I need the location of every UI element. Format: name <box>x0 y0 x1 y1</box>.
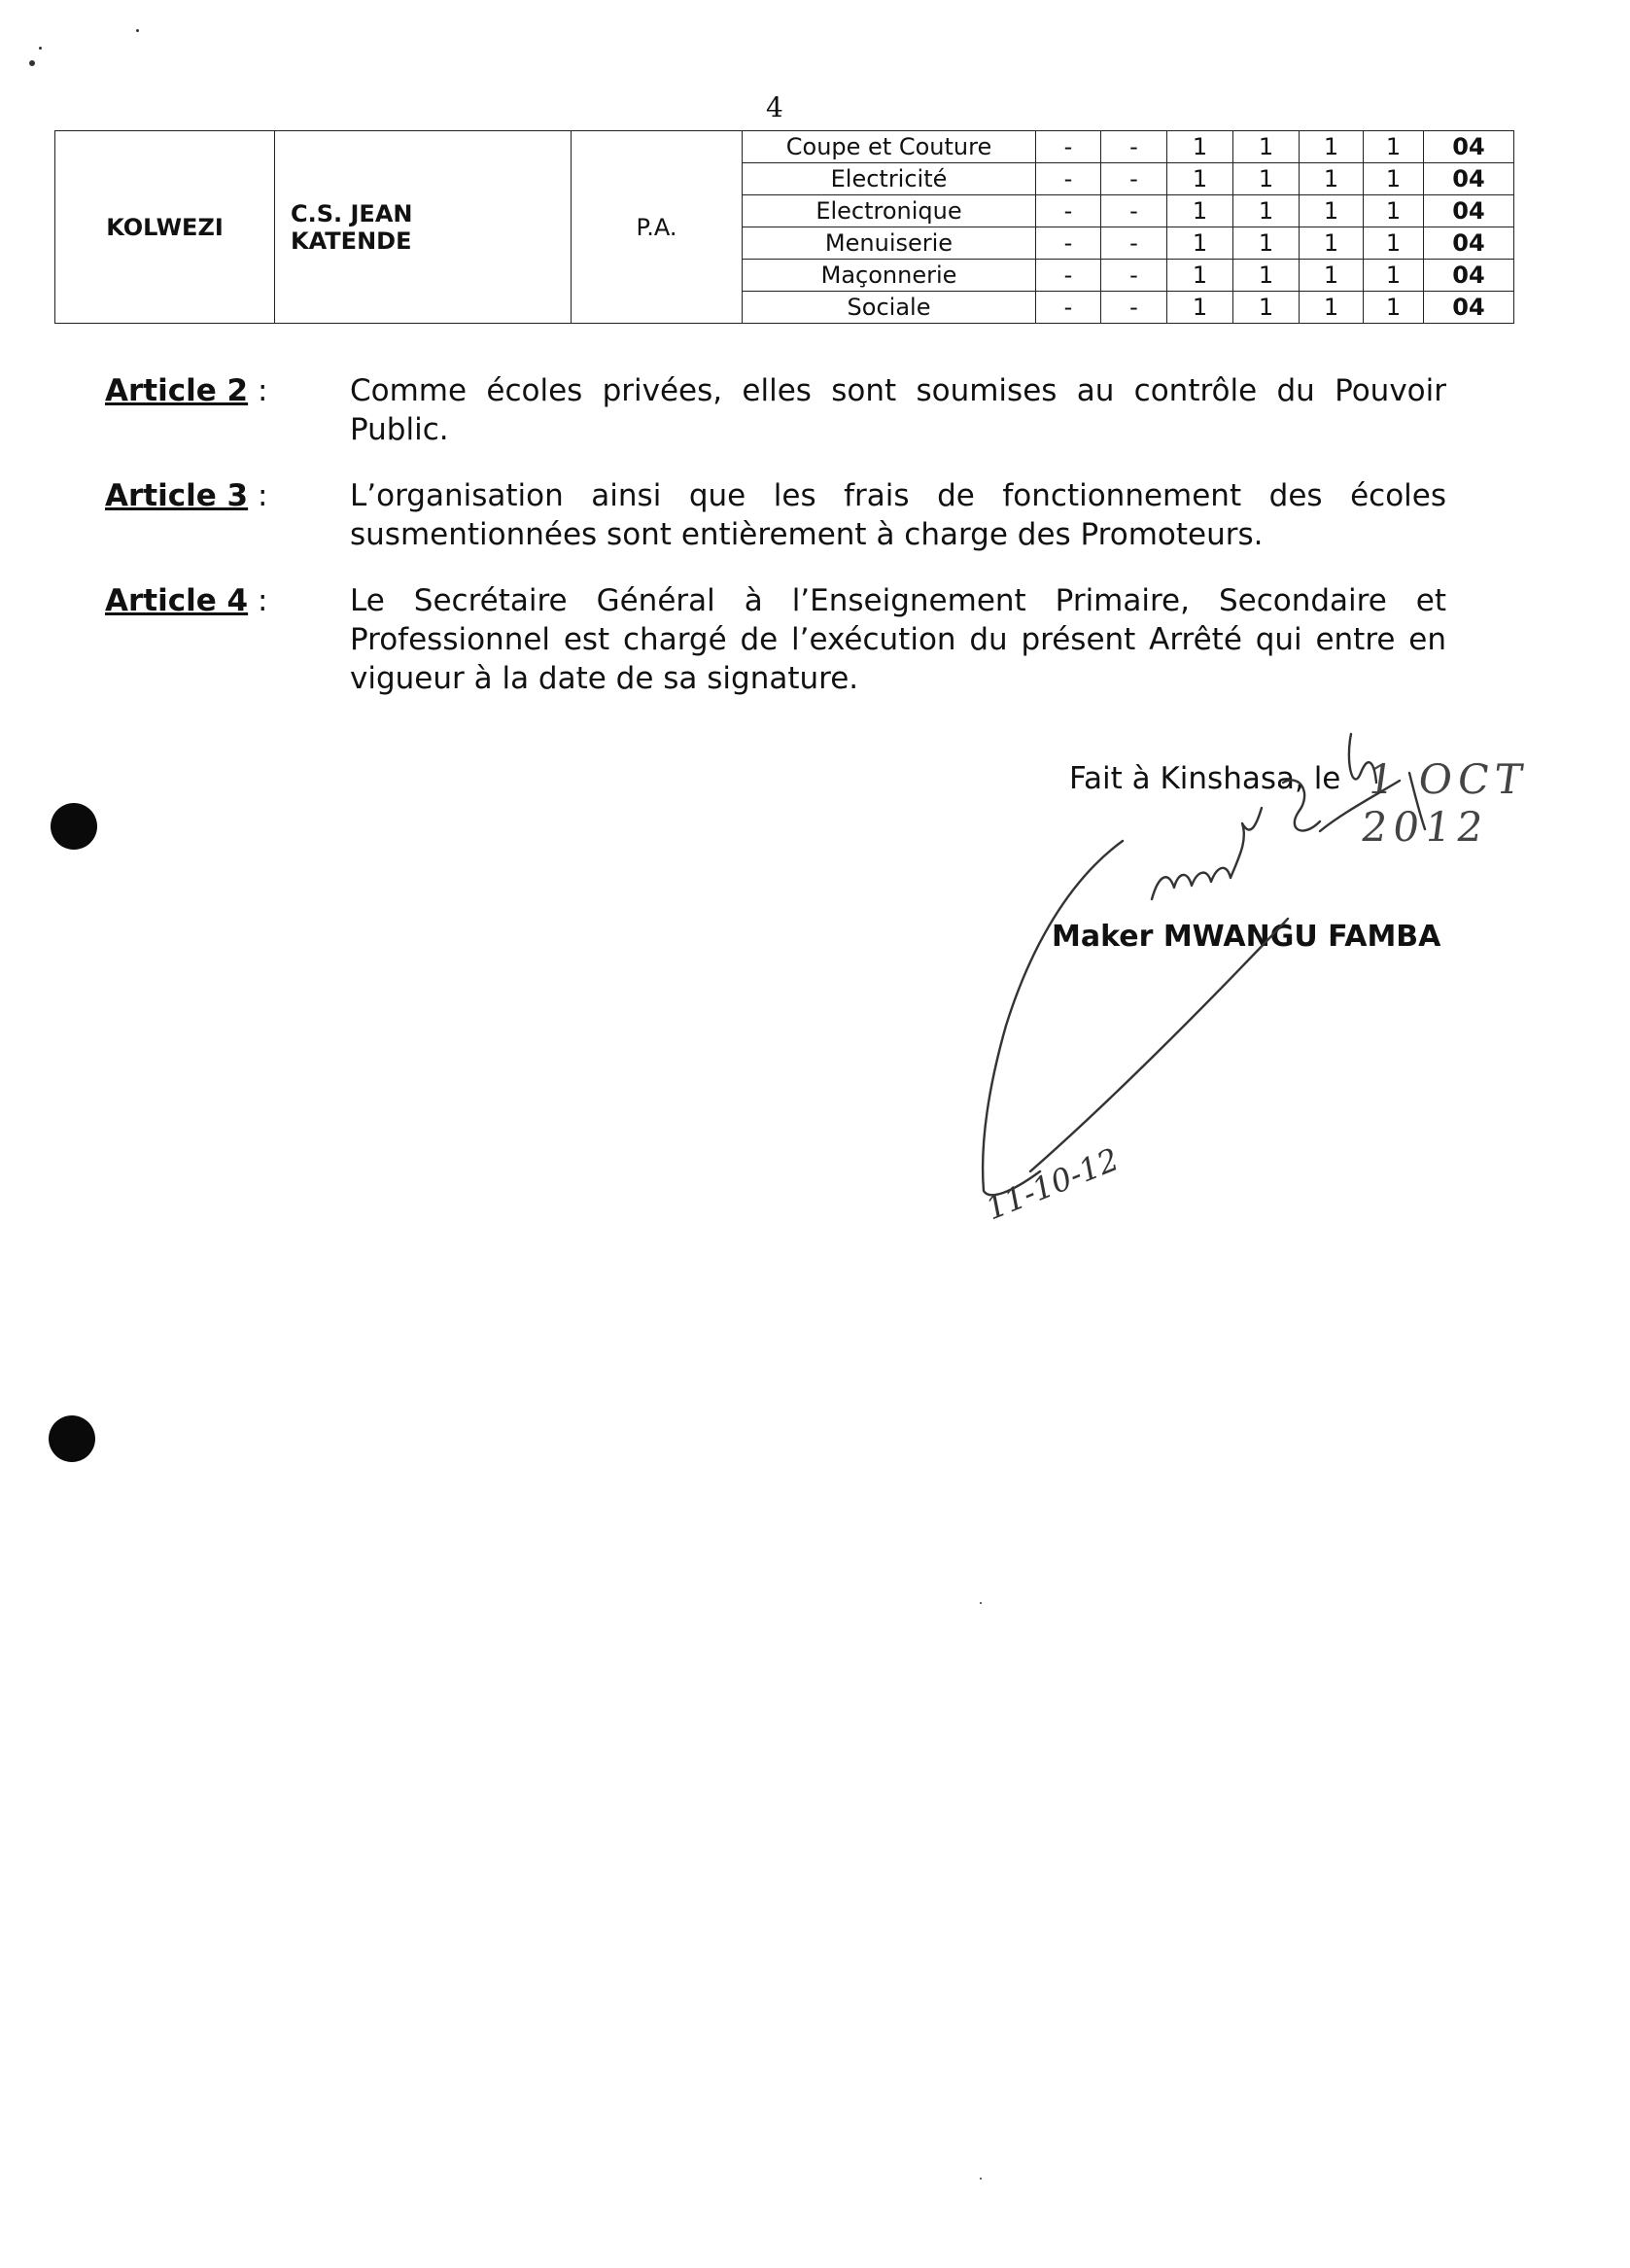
class-count-cell: - <box>1101 292 1167 324</box>
schools-table <box>54 130 1514 324</box>
class-count-cell: 1 <box>1300 195 1364 227</box>
class-count-cell: 1 <box>1233 292 1300 324</box>
binder-hole <box>51 803 97 850</box>
class-count-cell: - <box>1101 260 1167 292</box>
place-date: Fait à Kinshasa, le <box>1069 761 1341 796</box>
article-separator: : <box>248 583 268 618</box>
article-4 <box>105 581 1446 698</box>
class-count-cell: - <box>1036 292 1101 324</box>
class-count-cell: 1 <box>1233 195 1300 227</box>
class-count-cell: 1 <box>1167 131 1233 163</box>
table-row <box>55 131 1514 163</box>
total-cell: 04 <box>1424 163 1514 195</box>
class-count-cell: 1 <box>1300 292 1364 324</box>
signature-stroke <box>1349 734 1376 783</box>
class-count-cell: 1 <box>1233 131 1300 163</box>
option-cell: Menuiserie <box>743 227 1036 260</box>
class-count-cell: 1 <box>1167 292 1233 324</box>
scan-speck <box>980 1602 982 1604</box>
class-count-cell: 1 <box>1300 260 1364 292</box>
class-count-cell: - <box>1036 163 1101 195</box>
signature-stroke <box>1152 808 1262 899</box>
class-count-cell: 1 <box>1364 131 1424 163</box>
signature-stroke <box>1409 773 1425 829</box>
article-3 <box>105 476 1446 554</box>
class-count-cell: - <box>1101 195 1167 227</box>
class-count-cell: 1 <box>1167 227 1233 260</box>
article-label <box>105 371 350 449</box>
article-2 <box>105 371 1446 449</box>
date-stamp: 1 OCT 2012 <box>1358 755 1532 851</box>
signature-stroke <box>1320 781 1400 831</box>
article-label <box>105 476 350 554</box>
article-text: L’organisation ainsi que les frais de fonctionnement des écoles susmentionnées sont entièrement à charge des Promoteurs. <box>350 478 1446 552</box>
class-count-cell: - <box>1036 260 1101 292</box>
total-cell: 04 <box>1424 227 1514 260</box>
class-count-cell: 1 <box>1233 163 1300 195</box>
scan-speck <box>136 29 139 32</box>
total-cell: 04 <box>1424 131 1514 163</box>
class-count-cell: 1 <box>1167 195 1233 227</box>
table-body <box>55 131 1514 324</box>
article-separator: : <box>248 373 268 408</box>
article-text: Le Secrétaire Général à l’Enseignement Primaire, Secondaire et Professionnel est chargé de l’exécution du présent Arrêté qui entre en vigueur à la date de sa signature. <box>350 583 1446 696</box>
class-count-cell: 1 <box>1364 292 1424 324</box>
article-title: Article 3 <box>105 478 249 513</box>
school-cell: C.S. JEAN KATENDE <box>275 131 572 324</box>
handwritten-note: 11-10-12 <box>980 1140 1125 1228</box>
option-cell: Sociale <box>743 292 1036 324</box>
class-count-cell: 1 <box>1300 131 1364 163</box>
option-cell: Coupe et Couture <box>743 131 1036 163</box>
signature-stroke <box>983 841 1123 1195</box>
article-title: Article 4 <box>105 583 249 618</box>
scan-speck <box>39 47 42 50</box>
article-label <box>105 581 350 698</box>
option-cell: Electricité <box>743 163 1036 195</box>
class-count-cell: 1 <box>1364 163 1424 195</box>
class-count-cell: - <box>1101 227 1167 260</box>
class-count-cell: 1 <box>1167 260 1233 292</box>
article-title: Article 2 <box>105 373 249 408</box>
class-count-cell: 1 <box>1364 227 1424 260</box>
class-count-cell: 1 <box>1300 227 1364 260</box>
total-cell: 04 <box>1424 195 1514 227</box>
article-separator: : <box>248 478 268 513</box>
class-count-cell: 1 <box>1364 260 1424 292</box>
handwritten-signature <box>914 715 1477 1259</box>
class-count-cell: 1 <box>1233 260 1300 292</box>
total-cell: 04 <box>1424 260 1514 292</box>
total-cell: 04 <box>1424 292 1514 324</box>
articles-section <box>105 371 1446 725</box>
option-cell: Electronique <box>743 195 1036 227</box>
class-count-cell: - <box>1036 195 1101 227</box>
signature-stroke <box>1283 780 1320 830</box>
article-text: Comme écoles privées, elles sont soumises au contrôle du Pouvoir Public. <box>350 373 1446 447</box>
class-count-cell: - <box>1101 131 1167 163</box>
signature-stroke <box>1030 919 1288 1171</box>
class-count-cell: 1 <box>1364 195 1424 227</box>
class-count-cell: - <box>1101 163 1167 195</box>
scan-speck <box>980 2178 982 2180</box>
type-cell: P.A. <box>572 131 743 324</box>
town-cell: KOLWEZI <box>55 131 275 324</box>
binder-hole <box>49 1415 95 1462</box>
option-cell: Maçonnerie <box>743 260 1036 292</box>
class-count-cell: - <box>1036 227 1101 260</box>
scan-speck <box>29 60 35 66</box>
class-count-cell: 1 <box>1167 163 1233 195</box>
signatory-name: Maker MWANGU FAMBA <box>1052 920 1441 954</box>
class-count-cell: 1 <box>1300 163 1364 195</box>
class-count-cell: - <box>1036 131 1101 163</box>
class-count-cell: 1 <box>1233 227 1300 260</box>
page-number: 4 <box>766 91 783 123</box>
